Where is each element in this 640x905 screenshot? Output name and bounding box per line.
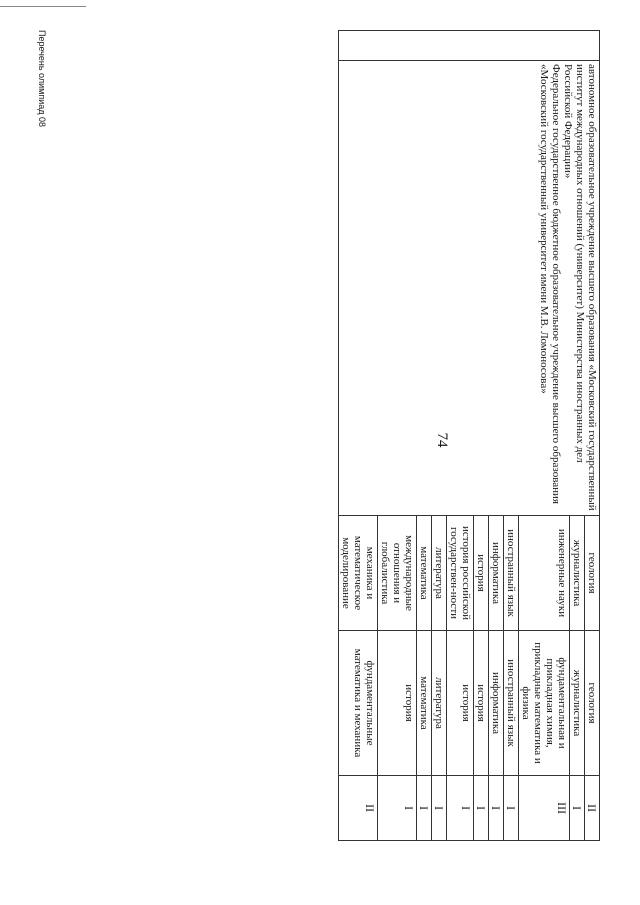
level-cell: I [474,776,489,841]
level-cell: I [570,776,585,841]
level-cell: I [504,776,519,841]
organization-name: автономное образовательное учреждение высшего образования «Московский государственный институт международных отношений (университет) Министерства иностранных дел Российской Федерации» [562,64,598,511]
olympiad-table [338,30,600,841]
subject-cell: геология [585,516,600,631]
profile-cell: история [474,631,489,776]
profile-cell: фундаментальная и прикладная химия, прикладные математика и физика [519,631,570,776]
profile-cell: математика [417,631,432,776]
level-cell: I [489,776,504,841]
subject-cell: математика [417,516,432,631]
subject-cell: информатика [489,516,504,631]
level-cell: I [432,776,447,841]
profile-cell: литература [432,631,447,776]
number-cell [339,31,600,61]
subject-cell: литература [432,516,447,631]
level-cell: I [447,776,474,841]
subject-cell: международные отношения и глобалистика [378,516,417,631]
organization-name: Федеральное государственное бюджетное образовательное учреждение высшего образования «Московский государственный университет имени М.В. Ломоносова» [538,64,562,504]
subject-cell: иностранный язык [504,516,519,631]
level-cell: II [585,776,600,841]
top-rule [0,6,86,7]
level-cell: III [519,776,570,841]
level-cell: II [339,776,378,841]
table-row [585,31,600,841]
subject-cell: механика и математическое моделирование [339,516,378,631]
level-cell: I [417,776,432,841]
profile-cell: геология [585,631,600,776]
subject-cell: инженерные науки [519,516,570,631]
profile-cell: история [447,631,474,776]
rotated-page [37,30,600,850]
profile-cell: информатика [489,631,504,776]
level-cell: I [378,776,417,841]
profile-cell: журналистика [570,631,585,776]
footer-note: Перечень олимпиад 08 [37,30,47,127]
subject-cell: история российской государствен-ности [447,516,474,631]
subject-cell: журналистика [570,516,585,631]
profile-cell: история [378,631,417,776]
profile-cell: фундаментальные математика и механика [339,631,378,776]
organization-cell [339,61,600,516]
page-number: 74 [434,432,450,448]
subject-cell: история [474,516,489,631]
profile-cell: иностранный язык [504,631,519,776]
